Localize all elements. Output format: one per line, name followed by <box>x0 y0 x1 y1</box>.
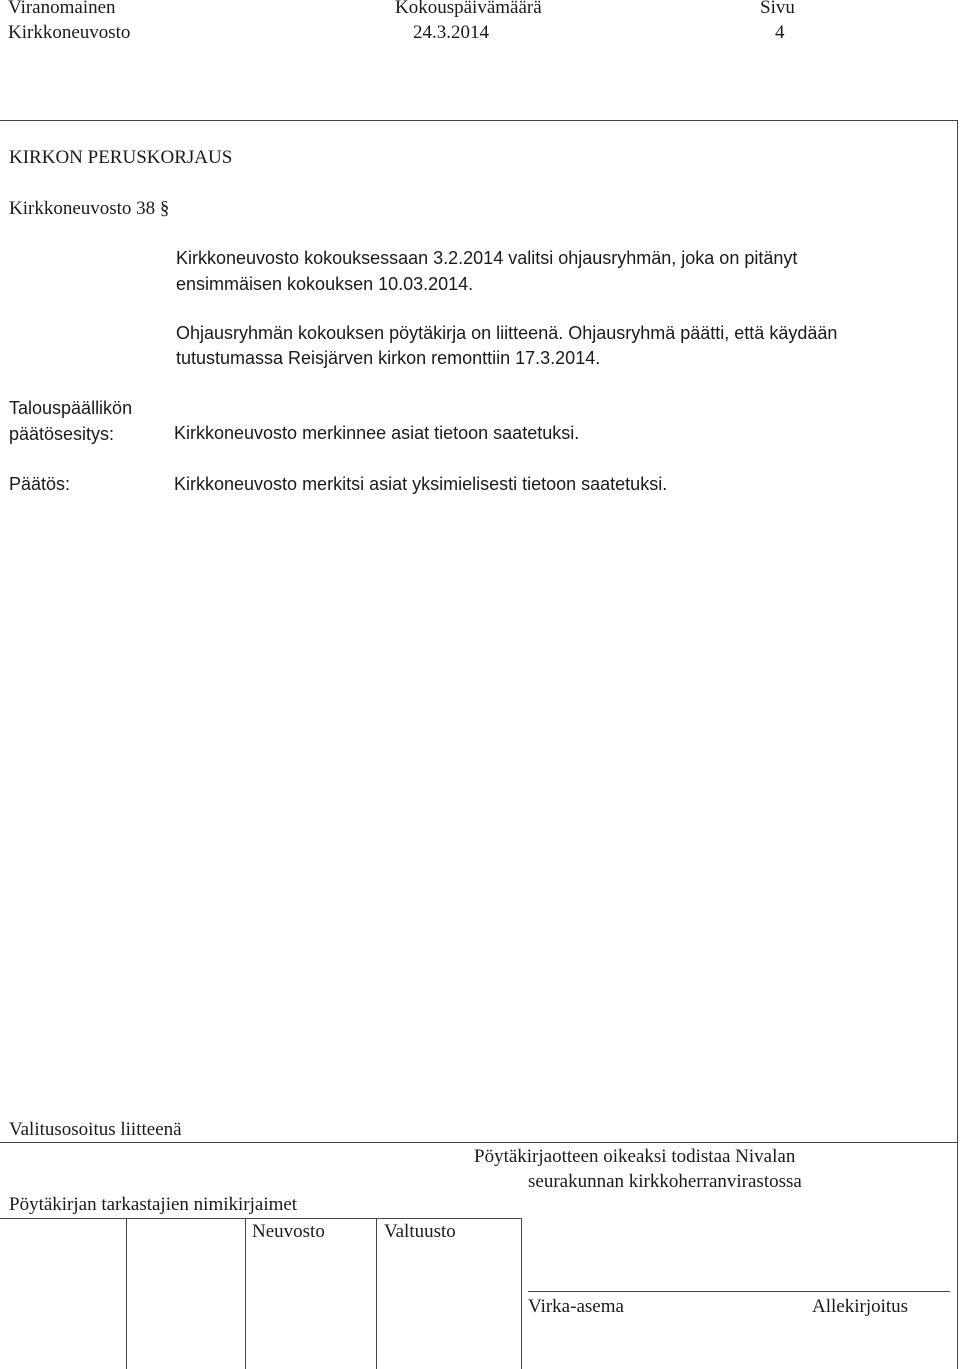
initials-col-divider-2 <box>245 1218 246 1369</box>
decision-text: Kirkkoneuvosto merkitsi asiat yksimielisesti tietoon saatetuksi. <box>174 474 668 494</box>
inspectors-label: Pöytäkirjan tarkastajien nimikirjaimet <box>9 1194 298 1215</box>
proposal-label-line-2: päätösesitys: <box>9 424 115 444</box>
certify-line-1: Pöytäkirjaotteen oikeaksi todistaa Nivalan <box>474 1146 796 1167</box>
footer-divider <box>0 1142 958 1143</box>
proposal-label-line-1: Talouspäällikön <box>9 398 133 418</box>
initials-col-council: Neuvosto <box>252 1221 325 1242</box>
title-label: Virka-asema <box>528 1296 624 1317</box>
header-label-page: Sivu <box>760 0 795 18</box>
body-line-1: Kirkkoneuvosto kokouksessaan 3.2.2014 valitsi ohjausryhmän, joka on pitänyt <box>176 248 798 268</box>
header-label-authority: Viranomainen <box>8 0 116 18</box>
header-value-page: 4 <box>775 22 785 43</box>
section-title: KIRKON PERUSKORJAUS <box>9 147 233 168</box>
certify-line-2: seurakunnan kirkkoherranvirastossa <box>528 1171 802 1192</box>
paragraph-reference: Kirkkoneuvosto 38 § <box>9 198 170 219</box>
header-label-date: Kokouspäivämäärä <box>395 0 542 18</box>
appeal-notice: Valitusosoitus liitteenä <box>9 1119 182 1140</box>
signature-line <box>528 1291 950 1292</box>
body-line-4: tutustumassa Reisjärven kirkon remonttiin 17.3.2014. <box>176 348 601 368</box>
body-line-3: Ohjausryhmän kokouksen pöytäkirja on liitteenä. Ohjausryhmä päätti, että käydään <box>176 323 838 343</box>
initials-col-divider-1 <box>126 1218 127 1369</box>
page-frame <box>0 120 958 1369</box>
initials-col-divider-3 <box>376 1218 377 1369</box>
proposal-text: Kirkkoneuvosto merkinnee asiat tietoon saatetuksi. <box>174 423 580 443</box>
body-line-2: ensimmäisen kokouksen 10.03.2014. <box>176 274 474 294</box>
signature-label: Allekirjoitus <box>812 1296 909 1317</box>
initials-col-assembly: Valtuusto <box>384 1221 456 1242</box>
decision-label: Päätös: <box>9 474 71 494</box>
header-value-date: 24.3.2014 <box>413 22 489 43</box>
header-value-authority: Kirkkoneuvosto <box>8 22 131 43</box>
